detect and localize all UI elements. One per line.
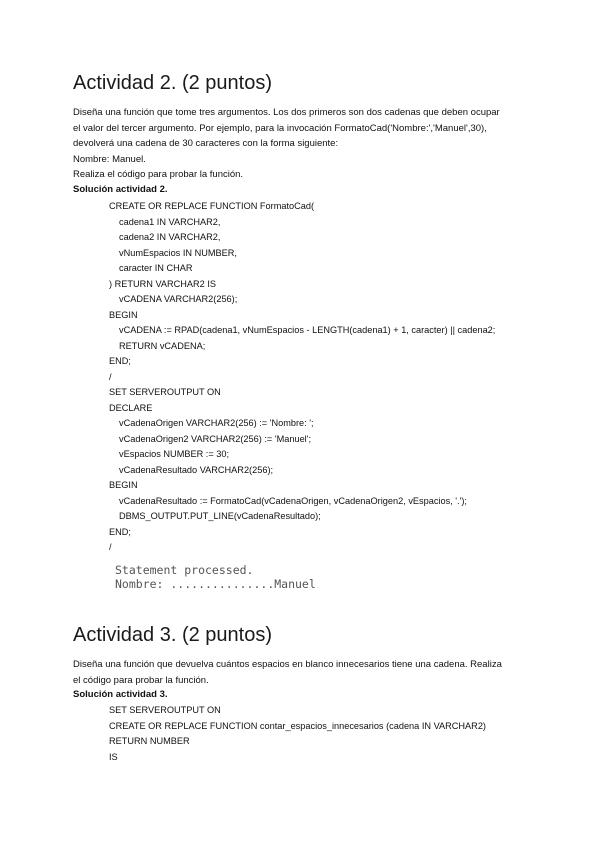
description-line: Realiza el código para probar la función.: [73, 169, 244, 180]
code-line: vNumEspacios IN NUMBER,: [119, 247, 237, 258]
code-line: /: [109, 371, 112, 382]
description-line: Diseña una función que devuelva cuántos espacios en blanco innecesarios tiene una cadena. Realiza: [73, 659, 502, 670]
code-line: vCADENA VARCHAR2(256);: [119, 294, 238, 304]
activity3-solution-label: Solución actividad 3.: [73, 689, 168, 700]
code-line: /: [109, 542, 112, 552]
code-line: END;: [109, 526, 131, 537]
code-line: cadena1 IN VARCHAR2,: [119, 216, 221, 227]
description-line: Nombre: Manuel.: [73, 153, 146, 165]
code-line: ) RETURN VARCHAR2 IS: [109, 278, 217, 289]
code-line: CREATE OR REPLACE FUNCTION contar_espacios_innecesarios (cadena IN VARCHAR2): [109, 720, 486, 731]
activity3-description: [73, 657, 573, 688]
activity3-heading: Actividad 3. (2 puntos): [73, 624, 272, 646]
activity2-heading: Actividad 2. (2 puntos): [73, 72, 272, 94]
code-line: SET SERVEROUTPUT ON: [109, 387, 221, 397]
code-line: RETURN NUMBER: [109, 736, 190, 746]
description-line: el código para probar la función.: [73, 674, 209, 686]
code-line: CREATE OR REPLACE FUNCTION FormatoCad(: [109, 201, 315, 211]
console-line: Nombre: ...............Manuel: [115, 577, 316, 591]
description-line: el valor del tercer argumento. Por ejemplo, para la invocación FormatoCad('Nombre:','Manuel',30),: [73, 122, 487, 134]
console-output: [115, 563, 316, 591]
activity3-code-block: [109, 703, 486, 765]
code-line: IS: [109, 751, 118, 762]
code-line: caracter IN CHAR: [119, 263, 193, 273]
activity2-code-block: [109, 199, 495, 556]
code-line: vCadenaOrigen VARCHAR2(256) := 'Nombre: ';: [119, 418, 314, 428]
code-line: DBMS_OUTPUT.PUT_LINE(vCadenaResultado);: [119, 511, 321, 521]
code-line: DECLARE: [109, 402, 153, 413]
description-line: devolverá una cadena de 30 caracteres con la forma siguiente:: [73, 138, 339, 149]
code-line: cadena2 IN VARCHAR2,: [119, 232, 221, 242]
code-line: END;: [109, 356, 131, 366]
activity2-solution-label: Solución actividad 2.: [73, 184, 168, 195]
code-line: BEGIN: [109, 309, 138, 320]
code-line: RETURN vCADENA;: [119, 340, 206, 351]
code-line: vCadenaResultado := FormatoCad(vCadenaOrigen, vCadenaOrigen2, vEspacios, '.');: [119, 495, 467, 506]
code-line: vCadenaOrigen2 VARCHAR2(256) := 'Manuel';: [119, 433, 312, 444]
code-line: SET SERVEROUTPUT ON: [109, 705, 221, 715]
code-line: vCadenaResultado VARCHAR2(256);: [119, 464, 274, 475]
code-line: vEspacios NUMBER := 30;: [119, 449, 230, 459]
description-line: Diseña una función que tome tres argumentos. Los dos primeros son dos cadenas que deben ocupar: [73, 107, 500, 118]
code-line: vCADENA := RPAD(cadena1, vNumEspacios - LENGTH(cadena1) + 1, caracter) || cadena2;: [119, 325, 496, 335]
code-line: BEGIN: [109, 480, 138, 490]
activity2-description: [73, 105, 573, 183]
console-line: Statement processed.: [115, 563, 254, 577]
